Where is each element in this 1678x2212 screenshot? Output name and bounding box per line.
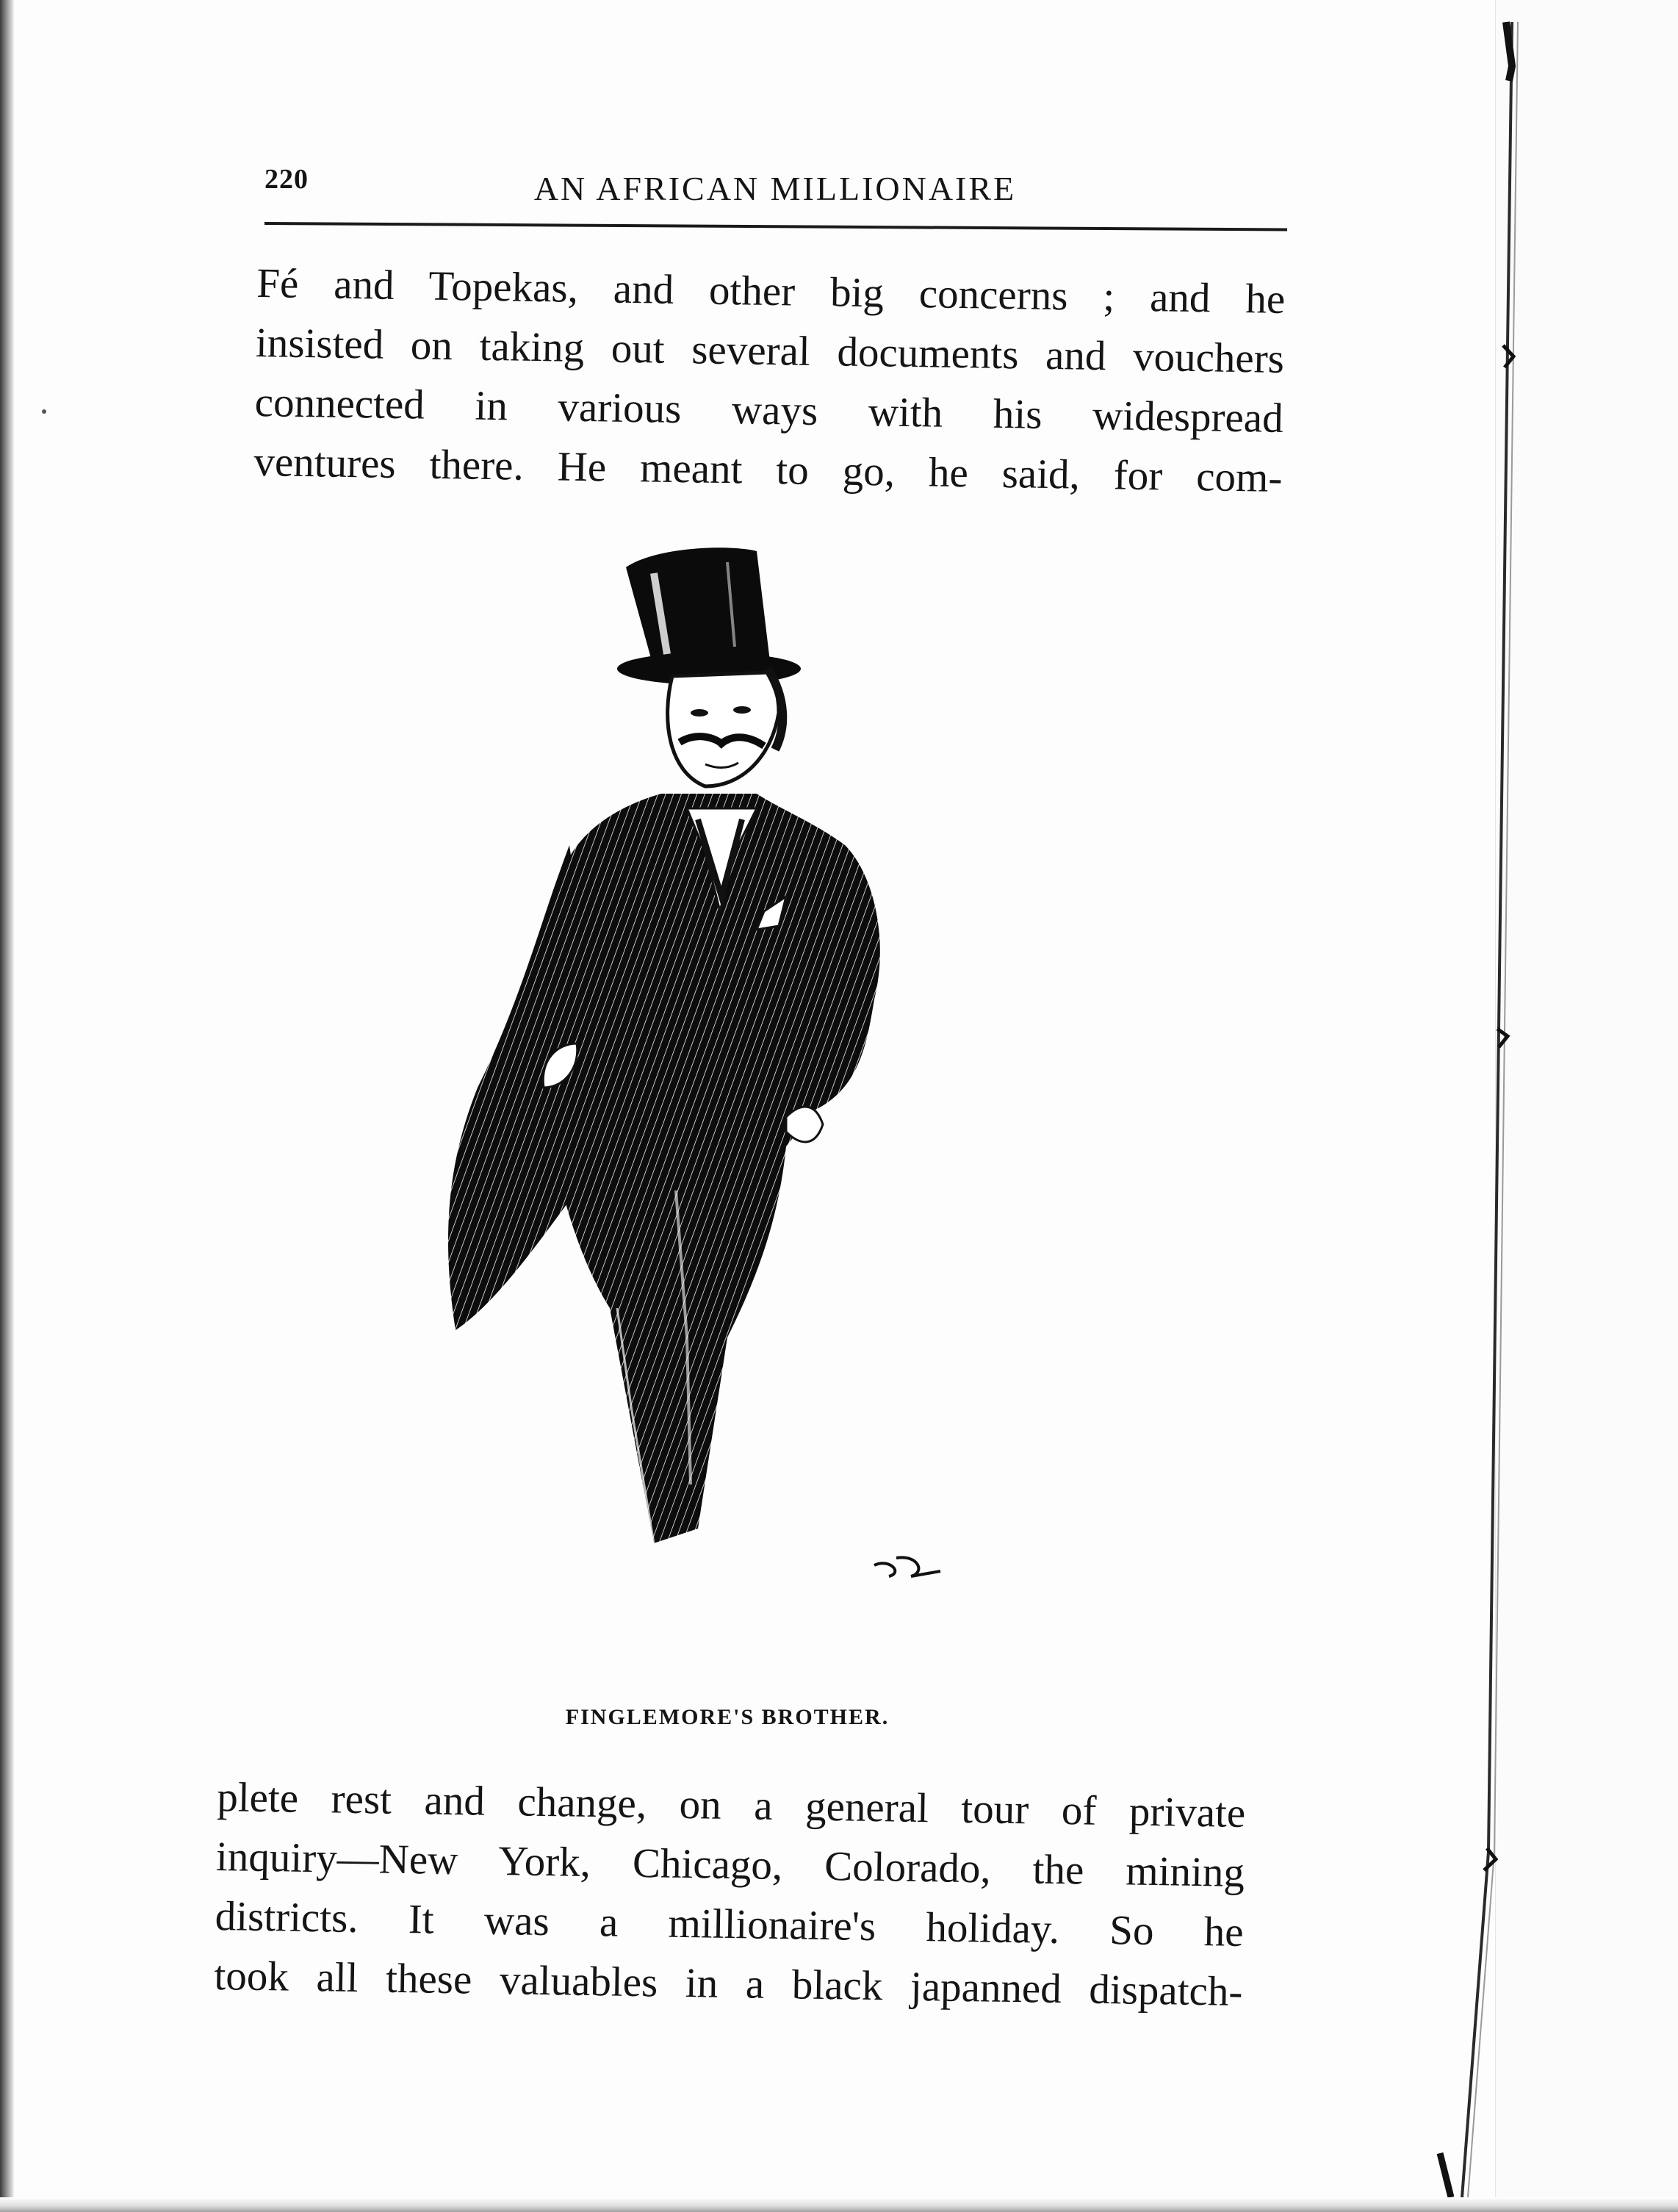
text-line: took all these valuables in a black japanned dispatch-: [214, 1952, 1243, 2015]
running-head: [264, 154, 1286, 220]
scan-bottom-edge: [0, 2197, 1678, 2212]
text-line: districts. It was a millionaire's holiday. So he: [215, 1892, 1245, 1956]
body-text-bottom: [214, 1767, 1246, 2022]
text-line: ventures there. He meant to go, he said, for com-: [253, 438, 1283, 501]
face: [668, 669, 783, 786]
body-text-top: [253, 254, 1286, 508]
page-number: 220: [264, 164, 309, 195]
illustration-caption: FINGLEMORE'S BROTHER.: [565, 1705, 890, 1729]
top-hat: [617, 547, 801, 685]
text-line: connected in various ways with his widespread: [254, 378, 1284, 442]
artist-signature: [874, 1557, 940, 1576]
text-line: Fé and Topekas, and other big concerns ; and he: [256, 259, 1286, 323]
suit: [505, 794, 880, 1543]
gentleman-illustration: [433, 529, 1080, 1676]
text-line: insisted on taking out several documents and vouchers: [255, 319, 1285, 382]
text-line: plete rest and change, on a general tour of private: [216, 1773, 1246, 1836]
book-title: AN AFRICAN MILLIONAIRE: [533, 170, 1017, 207]
text-line: inquiry—New York, Chicago, Colorado, the mining: [215, 1833, 1245, 1896]
